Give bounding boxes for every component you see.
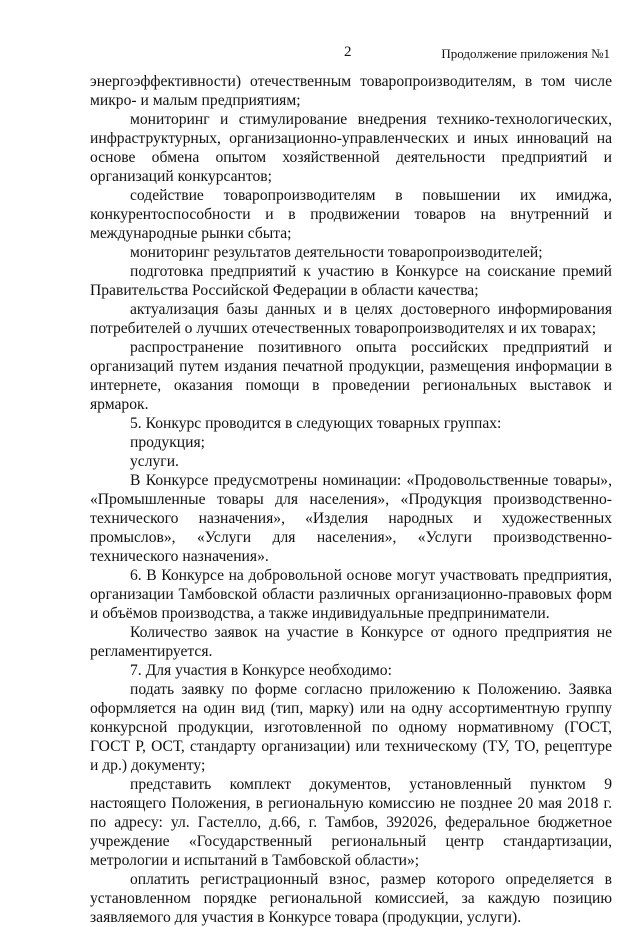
section-paragraph: 6. В Конкурсе на добровольной основе могут участвовать предприятия, организации Тамбовской области различных организационно-правовых форм и объёмов производства, а также индивидуальные предприниматели. bbox=[90, 567, 612, 622]
paragraph: подать заявку по форме согласно приложению к Положению. Заявка оформляется на один вид (тип, марку) или на одну ассортиментную группу конкурсной продукции, изготовленной по одному нормативному (ГОСТ, ГОСТ Р, ОСТ, стандарту организации) или техническому (ТУ, ТО, рецептуре и др.) документу; bbox=[90, 681, 612, 774]
paragraph: распространение позитивного опыта российских предприятий и организаций путем издания печатной продукции, размещения информации в интернете, оказания помощи в проведении региональных выставок и ярмарок. bbox=[90, 339, 612, 413]
paragraph: подготовка предприятий к участию в Конкурсе на соискание премий Правительства Российской Федерации в области качества; bbox=[90, 263, 612, 299]
paragraph: мониторинг результатов деятельности товаропроизводителей; bbox=[130, 244, 543, 261]
paragraph: Количество заявок на участие в Конкурсе от одного предприятия не регламентируется. bbox=[90, 624, 612, 660]
paragraph: актуализация базы данных и в целях достоверного информирования потребителей о лучших отечественных товаропроизводителях и их товарах; bbox=[90, 301, 612, 337]
section-heading: 5. Конкурс проводится в следующих товарных группах: bbox=[130, 415, 502, 432]
paragraph: оплатить регистрационный взнос, размер которого определяется в установленном порядке региональной комиссией, за каждую позицию заявляемого для участия в Конкурсе товара (продукции, услуги). bbox=[90, 871, 612, 926]
list-item: продукция; bbox=[130, 434, 205, 451]
section-heading: 7. Для участия в Конкурсе необходимо: bbox=[130, 662, 392, 679]
page-header bbox=[0, 44, 640, 64]
list-item: услуги. bbox=[130, 453, 179, 470]
document-body bbox=[90, 72, 612, 927]
page-number: 2 bbox=[344, 44, 352, 60]
paragraph: энергоэффективности) отечественным товаропроизводителям, в том числе микро- и малым предприятиям; bbox=[90, 73, 612, 109]
paragraph: содействие товаропроизводителям в повышении их имиджа, конкурентоспособности и в продвижении товаров на внутренний и международные рынки сбыта; bbox=[90, 187, 612, 242]
continuation-note: Продолжение приложения №1 bbox=[441, 46, 610, 61]
paragraph: представить комплект документов, установленный пунктом 9 настоящего Положения, в региональную комиссию не позднее 20 мая 2018 г. по адресу: ул. Гастелло, д.66, г. Тамбов, 392026, федеральное бюджетное учреждение «Государственный региональный центр стандартизации, метрологии и испытаний в Тамбовской области»; bbox=[90, 776, 612, 869]
paragraph: мониторинг и стимулирование внедрения технико-технологических, инфраструктурных, организационно-управленческих и иных инноваций на основе обмена опытом хозяйственной деятельности предприятий и организаций конкурсантов; bbox=[90, 111, 612, 185]
paragraph: В Конкурсе предусмотрены номинации: «Продовольственные товары», «Промышленные товары для населения», «Продукция производственно-технического назначения», «Изделия народных и художественных промыслов», «Услуги для населения», «Услуги производственно-технического назначения». bbox=[90, 472, 612, 565]
